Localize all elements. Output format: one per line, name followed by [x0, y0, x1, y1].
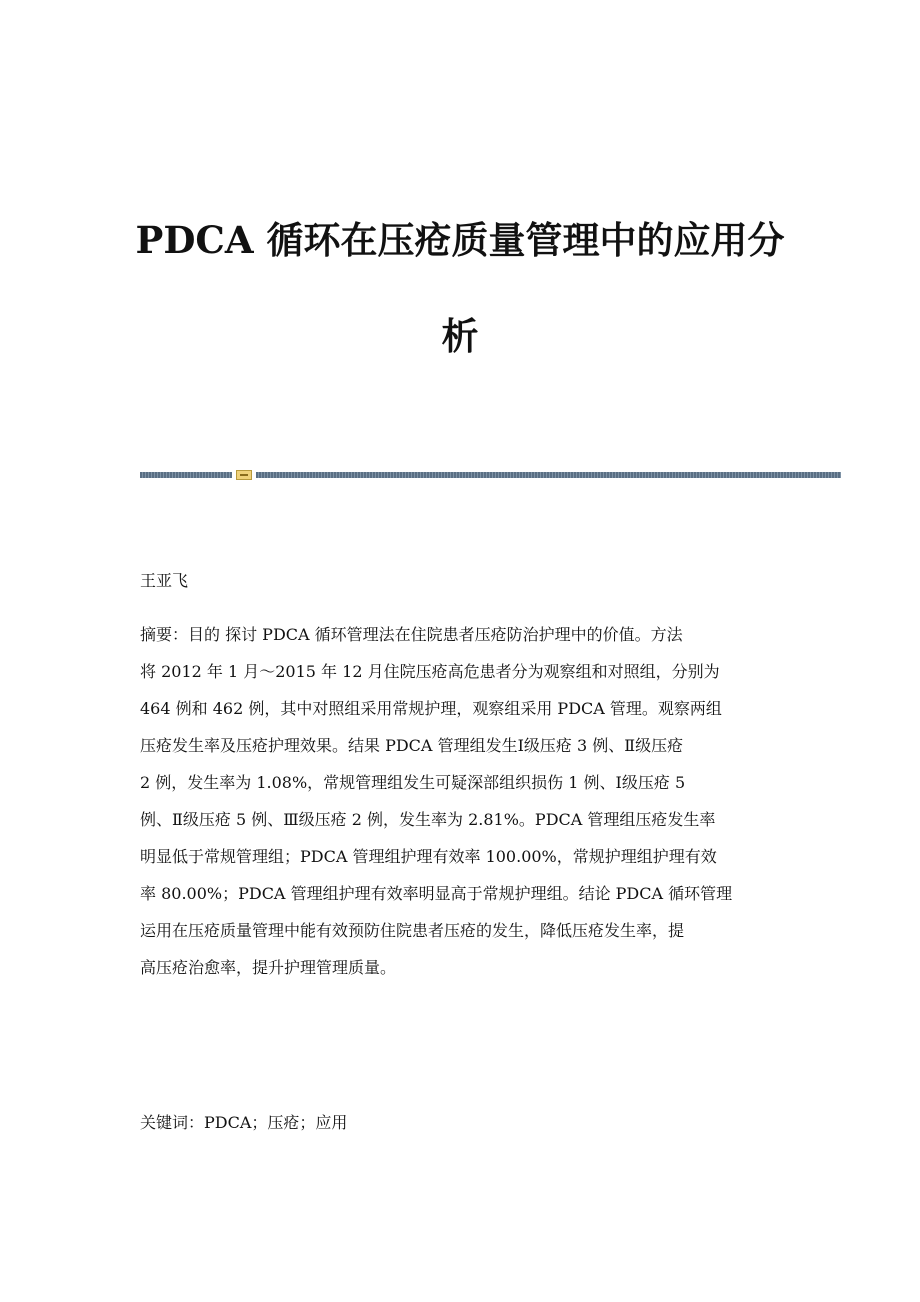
- divider-bar-right: [256, 472, 841, 478]
- author-name: 王亚飞: [140, 571, 189, 590]
- abstract-line: 明显低于常规管理组；PDCA 管理组护理有效率 100.00%，常规护理组护理有效: [140, 847, 717, 866]
- abstract-line: 例、Ⅱ级压疮 5 例、Ⅲ级压疮 2 例，发生率为 2.81%。PDCA 管理组压疮发生率: [140, 810, 716, 829]
- abstract-line: 摘要：目的 探讨 PDCA 循环管理法在住院患者压疮防治护理中的价值。方法: [140, 625, 683, 644]
- abstract-line: 率 80.00%；PDCA 管理组护理有效率明显高于常规护理组。结论 PDCA 循环管理: [140, 884, 733, 903]
- divider-ornament-icon: [236, 470, 252, 480]
- abstract-line: 将 2012 年 1 月～2015 年 12 月住院压疮高危患者分为观察组和对照组，分别为: [140, 662, 720, 681]
- keywords: 关键词：PDCA；压疮；应用: [140, 1113, 348, 1132]
- abstract-line: 高压疮治愈率，提升护理管理质量。: [140, 958, 397, 977]
- abstract-line: 464 例和 462 例，其中对照组采用常规护理，观察组采用 PDCA 管理。观察两组: [140, 699, 722, 718]
- document-title-line-2: 析: [441, 314, 479, 358]
- document-title-line-1: PDCA 循环在压疮质量管理中的应用分: [135, 218, 785, 262]
- divider-bar-left: [140, 472, 232, 478]
- abstract-line: 2 例，发生率为 1.08%，常规管理组发生可疑深部组织损伤 1 例、Ⅰ级压疮 5: [140, 773, 686, 792]
- title-divider: [140, 470, 841, 480]
- abstract: [140, 616, 780, 986]
- abstract-line: 压疮发生率及压疮护理效果。结果 PDCA 管理组发生Ⅰ级压疮 3 例、Ⅱ级压疮: [140, 736, 684, 755]
- abstract-line: 运用在压疮质量管理中能有效预防住院患者压疮的发生，降低压疮发生率，提: [140, 921, 685, 940]
